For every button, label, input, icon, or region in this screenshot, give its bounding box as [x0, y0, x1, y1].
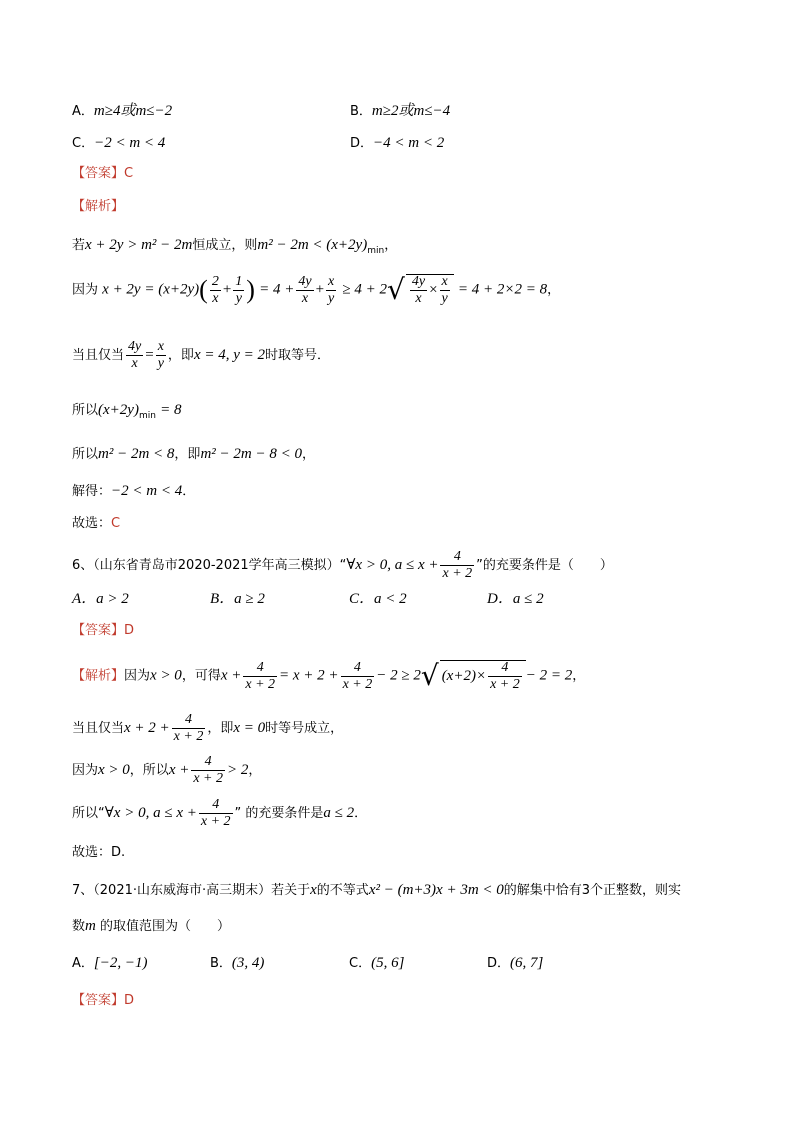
q5-analysis-line4 [72, 403, 181, 421]
q5-option-c: −2 < m < 4 [94, 135, 166, 151]
math: (x+2)× [441, 668, 487, 684]
q7-option-b-label: B． [210, 956, 232, 971]
q7-option-c-label: C． [349, 956, 372, 971]
text: ，即 [167, 348, 194, 363]
math: − 2 ≥ 2 [376, 667, 421, 684]
numerator: 4 [488, 661, 522, 677]
fraction [326, 275, 336, 306]
fraction [341, 661, 375, 692]
q5-choose [72, 517, 120, 530]
fraction [440, 275, 450, 306]
numerator: 4 [191, 755, 225, 771]
text: ” 的充要条件是 [234, 806, 324, 821]
math: = 4 + 2×2 = 8 [457, 281, 548, 298]
answer-tag: 【答案】 [72, 623, 125, 638]
denominator: x [131, 356, 138, 371]
text: ，可得 [181, 668, 221, 684]
q5-answer-tag: 【答案】 [72, 166, 125, 181]
equals: = [145, 347, 154, 363]
math: x + 2y > m² − 2m [85, 237, 193, 253]
text: 的不等式 [316, 883, 369, 898]
q7-option-c: (5, 6] [371, 955, 405, 971]
choose-value: C [111, 516, 121, 531]
q5-analysis-line3 [72, 340, 330, 371]
text: 所以“ [72, 806, 105, 821]
math: x [310, 882, 317, 898]
q6-analysis-line1 [72, 660, 585, 692]
numerator: 1 [235, 273, 243, 289]
text: ， [547, 282, 561, 298]
q6-option-b: B．a ≥ 2 [210, 591, 265, 607]
q7-stem-line2 [72, 919, 230, 934]
q6-analysis-line3 [72, 755, 261, 786]
text: ，所以 [129, 763, 169, 778]
numerator: 2 [211, 273, 219, 289]
q5-options-row1 [72, 103, 451, 119]
math: a ≤ 2 [323, 805, 355, 821]
numerator: x [328, 273, 335, 289]
math: x + 2y = (x+2y) [102, 281, 200, 298]
math: = 4 + [259, 281, 295, 298]
text: ，即 [207, 721, 234, 736]
math: > 2 [227, 762, 249, 778]
q5-options-row2 [72, 135, 445, 151]
math: x² − (m+3)x + 3m < 0 [368, 882, 504, 898]
fraction [410, 275, 427, 306]
text: ． [182, 484, 196, 499]
text: ， [248, 763, 262, 778]
math: − 2 = 2 [525, 667, 573, 684]
times: × [429, 282, 438, 298]
q5-option-b: m≥2或m≤−4 [371, 103, 451, 119]
fraction [296, 275, 313, 306]
math: x > 0 [150, 667, 182, 684]
math: m² − 2m < 8 [98, 446, 175, 462]
text: 数 [72, 919, 86, 934]
q7-stem-line1 [72, 883, 681, 898]
math: x = 0 [233, 720, 266, 736]
math: −2 < m < 4 [111, 483, 183, 499]
subscript: min [138, 411, 156, 421]
fraction [172, 713, 206, 744]
math: ∀x > 0, a ≤ x + [104, 805, 197, 821]
subscript: min [367, 246, 385, 256]
fraction [126, 340, 143, 371]
denominator: y [328, 290, 335, 306]
analysis-tag: 【解析】 [72, 668, 125, 684]
numerator: 4 [440, 550, 474, 566]
denominator: x [301, 290, 309, 306]
numerator: 4 [243, 661, 277, 677]
q7-option-b: (3, 4) [231, 955, 265, 971]
radical-icon: √ [420, 659, 439, 692]
q6-options [72, 591, 544, 607]
q5-option-c-label: C． [72, 136, 95, 151]
fraction [243, 661, 277, 692]
text: 所以 [72, 447, 99, 462]
denominator: y [157, 356, 164, 371]
q5-answer-value: C [124, 166, 134, 181]
q5-analysis-line6 [72, 484, 195, 499]
numerator: 4y [298, 273, 312, 289]
numerator: x [157, 339, 164, 354]
math: = 8 [160, 402, 182, 418]
radical-icon: √ [387, 273, 405, 306]
math: ∀x > 0, a ≤ x + [346, 557, 439, 573]
q6-analysis-line2 [72, 713, 343, 744]
text: 因为 [72, 282, 99, 298]
sqrt-body [406, 274, 454, 306]
fraction [233, 275, 244, 306]
q5-option-a-label: A． [72, 104, 94, 119]
q7-option-a-label: A． [72, 956, 94, 971]
text: 因为 [124, 668, 151, 684]
text: ． [354, 806, 368, 821]
fraction [440, 550, 474, 581]
text: ”的充要条件是（ ） [476, 558, 613, 573]
q7-options [72, 955, 544, 971]
text: 所以 [72, 403, 99, 418]
sqrt-body [440, 660, 526, 692]
numerator: 4 [199, 798, 233, 814]
text: 恒成立，则 [192, 238, 258, 253]
denominator: x + 2 [442, 566, 473, 581]
text: 时等号成立， [265, 721, 344, 736]
fraction [191, 755, 225, 786]
numerator: 4y [411, 274, 426, 289]
text: 当且仅当 [72, 721, 125, 736]
q5-option-d-label: D． [350, 136, 374, 151]
q6-option-c: C．a < 2 [349, 591, 407, 607]
q5-answer [72, 167, 133, 180]
math: x > 0 [98, 762, 130, 778]
text: 解得： [72, 484, 112, 499]
q6-option-a: A．a > 2 [72, 591, 129, 607]
q6-analysis-line4 [72, 798, 367, 829]
q5-option-a: m≥4或m≤−2 [93, 103, 173, 119]
math: x + [220, 667, 242, 684]
denominator: x + 2 [342, 676, 373, 692]
fraction [156, 340, 166, 371]
numerator: 4 [172, 713, 206, 729]
fraction [210, 275, 221, 306]
denominator: y [441, 291, 448, 306]
denominator: x [212, 290, 219, 306]
text: ， [384, 238, 398, 253]
q7-option-d-label: D． [487, 956, 511, 971]
plus: + [315, 281, 325, 298]
denominator: x + 2 [193, 771, 224, 786]
text: 时取等号． [265, 348, 331, 363]
q5-analysis-line5 [72, 447, 315, 462]
fraction [199, 798, 233, 829]
denominator: x + 2 [490, 677, 520, 692]
text: ， [301, 447, 315, 462]
math: (x+2y) [98, 402, 139, 418]
text: 6、（山东省青岛市2020-2021学年高三模拟）“ [72, 558, 347, 573]
q6-answer [72, 624, 134, 637]
numerator: 4 [341, 661, 375, 677]
q5-option-b-label: B． [350, 104, 372, 119]
paren-close: ) [246, 275, 255, 304]
denominator: y [235, 290, 242, 306]
q5-analysis-line1 [72, 238, 397, 256]
answer-value: D [124, 993, 135, 1008]
text: 若 [72, 238, 86, 253]
text: ， [572, 668, 586, 684]
math: x + 2 + [124, 720, 170, 736]
q6-stem [72, 550, 613, 581]
answer-tag: 【答案】 [72, 993, 125, 1008]
q6-option-d: D．a ≤ 2 [487, 591, 544, 607]
q7-option-d: (6, 7] [510, 955, 544, 971]
numerator: x [441, 274, 448, 289]
paren-open: ( [199, 275, 208, 304]
q7-option-a: [−2, −1) [93, 955, 148, 971]
math: m [85, 918, 96, 934]
q6-choose: 故选：D. [72, 845, 126, 860]
text: ，即 [174, 447, 201, 462]
answer-value: D [124, 623, 135, 638]
math: m² − 2m − 8 < 0 [200, 446, 302, 462]
math: = x + 2 + [279, 667, 339, 684]
denominator: x + 2 [200, 814, 231, 829]
math: m² − 2m < (x+2y) [257, 237, 368, 253]
text: 的取值范围为（ ） [95, 919, 230, 934]
fraction [488, 661, 522, 692]
text: 当且仅当 [72, 348, 125, 363]
q5-analysis-line2 [72, 274, 560, 306]
plus: + [222, 281, 232, 298]
text: 因为 [72, 763, 99, 778]
denominator: x [415, 291, 422, 306]
denominator: x + 2 [245, 676, 276, 692]
text: 的解集中恰有3个正整数，则实 [503, 883, 682, 898]
text: 故选： [72, 516, 112, 531]
math: x + [168, 762, 190, 778]
q5-analysis-tag: 【解析】 [72, 199, 125, 214]
text: 7、（2021·山东威海市·高三期末）若关于 [72, 883, 311, 898]
math: x = 4, y = 2 [193, 347, 265, 363]
denominator: x + 2 [173, 729, 204, 744]
math: ≥ 4 + 2 [342, 281, 388, 298]
q7-answer [72, 994, 134, 1007]
q5-option-d: −4 < m < 2 [373, 135, 445, 151]
numerator: 4y [128, 339, 142, 354]
